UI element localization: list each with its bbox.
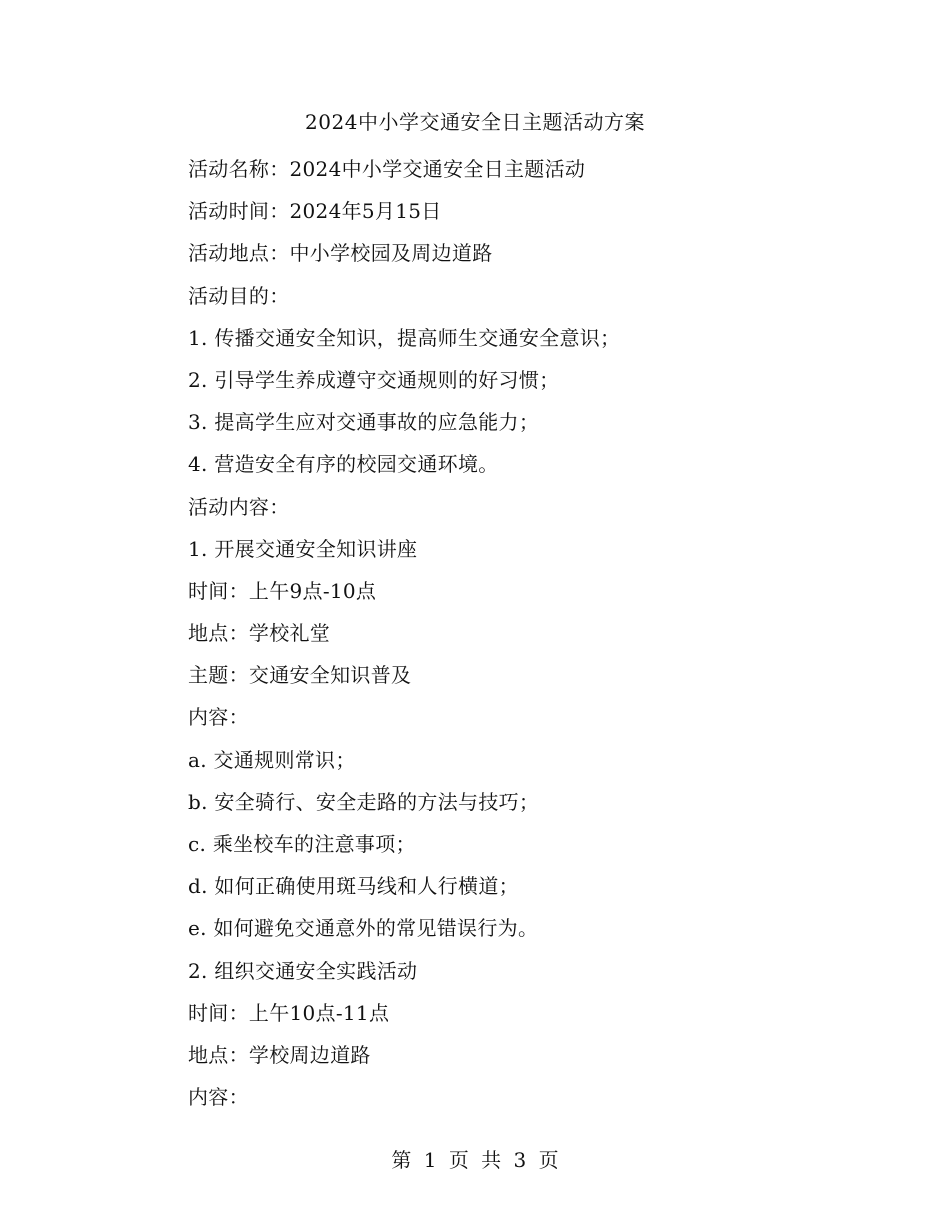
activity-location-line: 活动地点：中小学校园及周边道路 xyxy=(188,241,493,266)
content-item-1-time: 时间：上午9点-10点 xyxy=(188,578,377,603)
content-item-2-content-label: 内容： xyxy=(188,1085,249,1110)
activity-time-line: 活动时间：2024年5月15日 xyxy=(188,199,442,224)
document-body xyxy=(188,148,808,1118)
lecture-topic-a: a. 交通规则常识； xyxy=(188,747,356,772)
lecture-topic-c: c. 乘坐校车的注意事项； xyxy=(188,832,416,856)
content-item-2-location: 地点：学校周边道路 xyxy=(188,1042,371,1067)
lecture-topic-d: d. 如何正确使用斑马线和人行横道； xyxy=(188,874,519,899)
document-title: 2024中小学交通安全日主题活动方案 xyxy=(305,110,645,134)
activity-purpose-heading: 活动目的： xyxy=(188,283,290,308)
purpose-item-4: 4. 营造安全有序的校园交通环境。 xyxy=(188,452,499,477)
lecture-topic-e: e. 如何避免交通意外的常见错误行为。 xyxy=(188,916,539,941)
content-item-2-title: 2. 组织交通安全实践活动 xyxy=(188,958,418,983)
content-item-1-theme: 主题：交通安全知识普及 xyxy=(188,663,412,688)
activity-name-line: 活动名称：2024中小学交通安全日主题活动 xyxy=(188,157,586,181)
content-item-1-location: 地点：学校礼堂 xyxy=(188,621,331,646)
content-item-1-title: 1. 开展交通安全知识讲座 xyxy=(188,536,418,561)
purpose-item-1: 1. 传播交通安全知识，提高师生交通安全意识； xyxy=(188,325,621,350)
purpose-item-2: 2. 引导学生养成遵守交通规则的好习惯； xyxy=(188,367,560,392)
purpose-item-3: 3. 提高学生应对交通事故的应急能力； xyxy=(188,410,540,435)
activity-content-heading: 活动内容： xyxy=(188,494,290,519)
content-item-2-time: 时间：上午10点-11点 xyxy=(188,1000,390,1025)
page-number: 第 1 页 共 3 页 xyxy=(391,1148,559,1172)
content-item-1-content-label: 内容： xyxy=(188,705,249,730)
lecture-topic-b: b. 安全骑行、安全走路的方法与技巧； xyxy=(188,789,540,814)
